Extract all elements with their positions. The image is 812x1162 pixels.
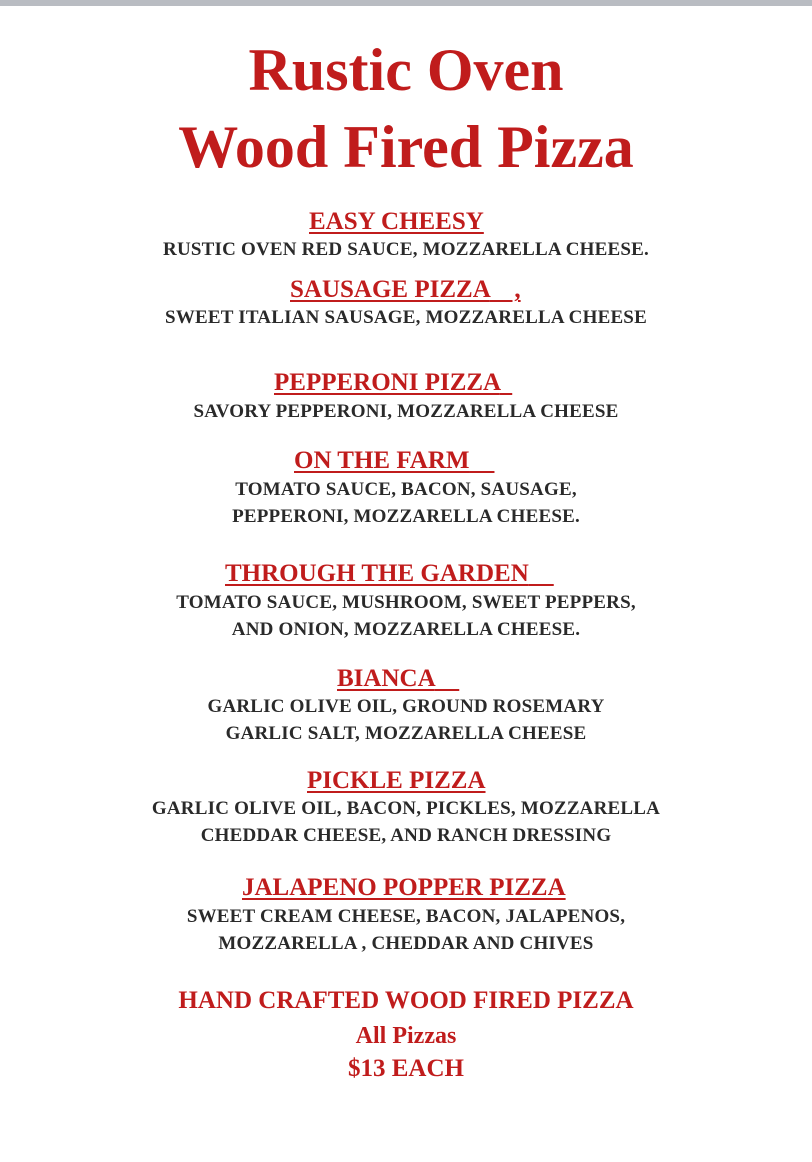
restaurant-subtitle: Wood Fired Pizza bbox=[178, 114, 634, 180]
menu-item-description: SWEET ITALIAN SAUSAGE, MOZZARELLA CHEESE bbox=[165, 307, 647, 328]
menu-item-description: GARLIC OLIVE OIL, GROUND ROSEMARY GARLIC SALT, MOZZARELLA CHEESE bbox=[207, 696, 605, 744]
menu-item-description: GARLIC OLIVE OIL, BACON, PICKLES, MOZZARELLA CHEDDAR CHEESE, AND RANCH DRESSING bbox=[151, 798, 661, 846]
menu-item-name: PEPPERONI PIZZA bbox=[274, 369, 500, 396]
menu-item-description: SWEET CREAM CHEESE, BACON, JALAPENOS, MOZZARELLA , CHEDDAR AND CHIVES bbox=[186, 906, 626, 954]
menu-item-name: BIANCA bbox=[337, 665, 435, 692]
menu-item-description: TOMATO SAUCE, MUSHROOM, SWEET PEPPERS, AND ONION, MOZZARELLA CHEESE. bbox=[176, 592, 636, 640]
menu-item-name: EASY CHEESY bbox=[309, 208, 484, 235]
menu-item-description: RUSTIC OVEN RED SAUCE, MOZZARELLA CHEESE. bbox=[163, 239, 649, 260]
footer-tagline: HAND CRAFTED WOOD FIRED PIZZA bbox=[178, 987, 634, 1014]
top-bar bbox=[0, 0, 812, 6]
footer-subtitle: All Pizzas bbox=[355, 1023, 457, 1049]
menu-item-description: SAVORY PEPPERONI, MOZZARELLA CHEESE bbox=[193, 401, 619, 422]
price-label: $13 EACH bbox=[348, 1055, 464, 1082]
menu-item-name: PICKLE PIZZA bbox=[307, 767, 486, 794]
menu-item-name: ON THE FARM bbox=[294, 447, 470, 474]
menu-item-description: TOMATO SAUCE, BACON, SAUSAGE, PEPPERONI, MOZZARELLA CHEESE. bbox=[232, 479, 580, 527]
menu-item-name: SAUSAGE PIZZA , bbox=[290, 276, 521, 303]
restaurant-name: Rustic Oven bbox=[248, 37, 564, 103]
menu-item-name: THROUGH THE GARDEN bbox=[225, 560, 529, 587]
menu-item-name: JALAPENO POPPER PIZZA bbox=[242, 874, 566, 901]
